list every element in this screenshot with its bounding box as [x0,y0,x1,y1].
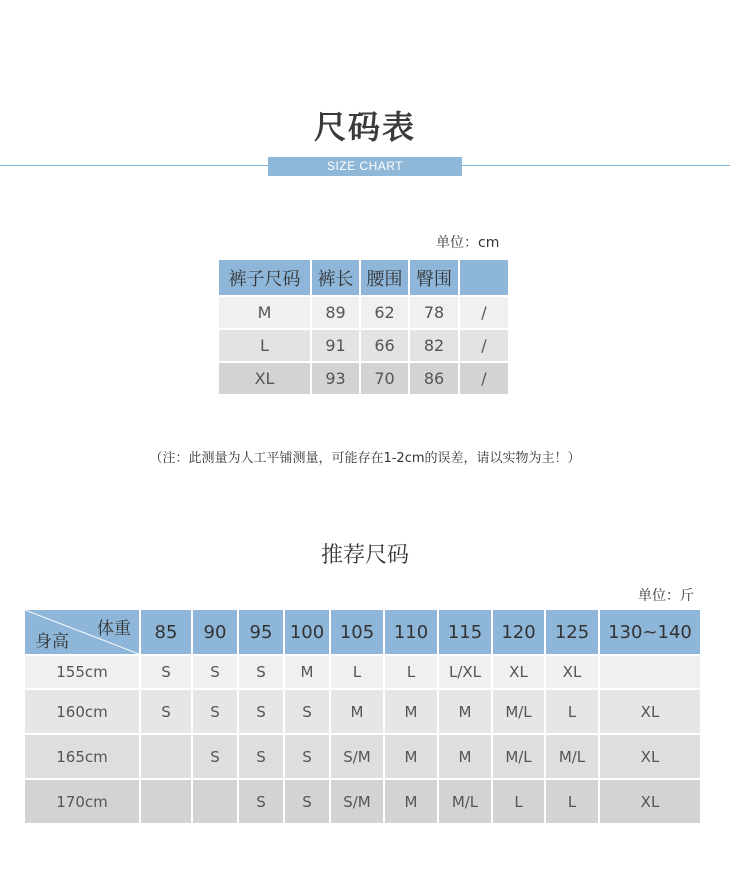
weight-header: 95 [239,610,283,654]
size-chart-subtitle: SIZE CHART [268,157,462,176]
height-cell: 170cm [25,780,139,823]
size-cell: 78 [410,297,458,328]
size-row [219,330,508,361]
size-recommend-cell: S [239,690,283,733]
size-recommend-cell: S [193,656,237,688]
weight-header: 100 [285,610,329,654]
size-cell: 93 [312,363,359,394]
recommend-title: 推荐尺码 [320,543,409,568]
size-cell: 70 [361,363,408,394]
size-recommend-cell: S [193,690,237,733]
size-recommend-cell: S [239,780,283,823]
size-recommend-cell: M [439,735,491,778]
size-cell: 62 [361,297,408,328]
size-recommend-cell: S [285,780,329,823]
size-recommend-cell: XL [546,656,598,688]
size-cell: XL [219,363,310,394]
size-recommend-cell: L [331,656,383,688]
size-recommend-cell: S/M [331,780,383,823]
corner-height-label: 身高 [35,632,69,652]
height-cell: 155cm [25,656,139,688]
size-row [219,297,508,328]
size-cell: 82 [410,330,458,361]
size-header-size: 裤子尺码 [219,260,310,295]
size-cell: L [219,330,310,361]
size-row [219,363,508,394]
size-cell: / [460,330,508,361]
size-recommend-cell: M [385,780,437,823]
size-recommend-cell: S/M [331,735,383,778]
size-cell: M [219,297,310,328]
size-recommend-cell: M [331,690,383,733]
size-recommend-cell: L [546,780,598,823]
size-recommend-cell: S [141,690,191,733]
size-recommend-cell: L [493,780,544,823]
recommend-row [25,690,700,733]
weight-unit-label: 单位：斤 [638,588,694,604]
size-header-length: 裤长 [312,260,359,295]
size-recommend-cell: S [239,656,283,688]
size-recommend-cell: L/XL [439,656,491,688]
size-recommend-cell: M [285,656,329,688]
weight-header: 110 [385,610,437,654]
size-recommend-cell: S [141,656,191,688]
size-recommend-cell: L [385,656,437,688]
weight-header: 115 [439,610,491,654]
weight-header: 90 [193,610,237,654]
measurement-note: （注：此测量为人工平铺测量，可能存在1-2cm的误差，请以实物为主！） [149,451,581,466]
size-recommend-cell: M [385,690,437,733]
weight-header: 85 [141,610,191,654]
size-recommend-cell: M/L [493,690,544,733]
weight-header: 125 [546,610,598,654]
size-recommend-cell: XL [493,656,544,688]
size-cell: 91 [312,330,359,361]
size-recommend-cell: XL [600,735,700,778]
recommend-row [25,780,700,823]
size-recommend-cell: M [385,735,437,778]
weight-header: 120 [493,610,544,654]
size-header-empty [460,260,508,295]
height-cell: 165cm [25,735,139,778]
size-recommend-cell: S [193,735,237,778]
size-recommend-cell: S [239,735,283,778]
size-recommend-cell: M [439,690,491,733]
size-recommend-cell: S [285,735,329,778]
size-recommend-cell: XL [600,780,700,823]
size-recommend-cell: XL [600,690,700,733]
size-recommend-cell [141,735,191,778]
size-table [217,258,510,396]
size-recommend-cell: M/L [493,735,544,778]
size-unit-label: 单位：cm [436,235,500,251]
size-cell: / [460,297,508,328]
recommend-table [23,608,702,825]
size-recommend-cell: M/L [546,735,598,778]
height-cell: 160cm [25,690,139,733]
size-recommend-cell: S [285,690,329,733]
size-recommend-cell: L [546,690,598,733]
corner-weight-label: 体重 [97,619,131,639]
size-recommend-cell [193,780,237,823]
page-title: 尺码表 [313,108,416,146]
recommend-row [25,656,700,688]
size-cell: / [460,363,508,394]
size-cell: 86 [410,363,458,394]
size-recommend-cell [600,656,700,688]
recommend-row [25,735,700,778]
size-header-waist: 腰围 [361,260,408,295]
corner-header [25,610,139,654]
size-cell: 66 [361,330,408,361]
size-header-hip: 臀围 [410,260,458,295]
size-recommend-cell [141,780,191,823]
weight-header: 105 [331,610,383,654]
size-recommend-cell: M/L [439,780,491,823]
weight-header: 130~140 [600,610,700,654]
size-cell: 89 [312,297,359,328]
